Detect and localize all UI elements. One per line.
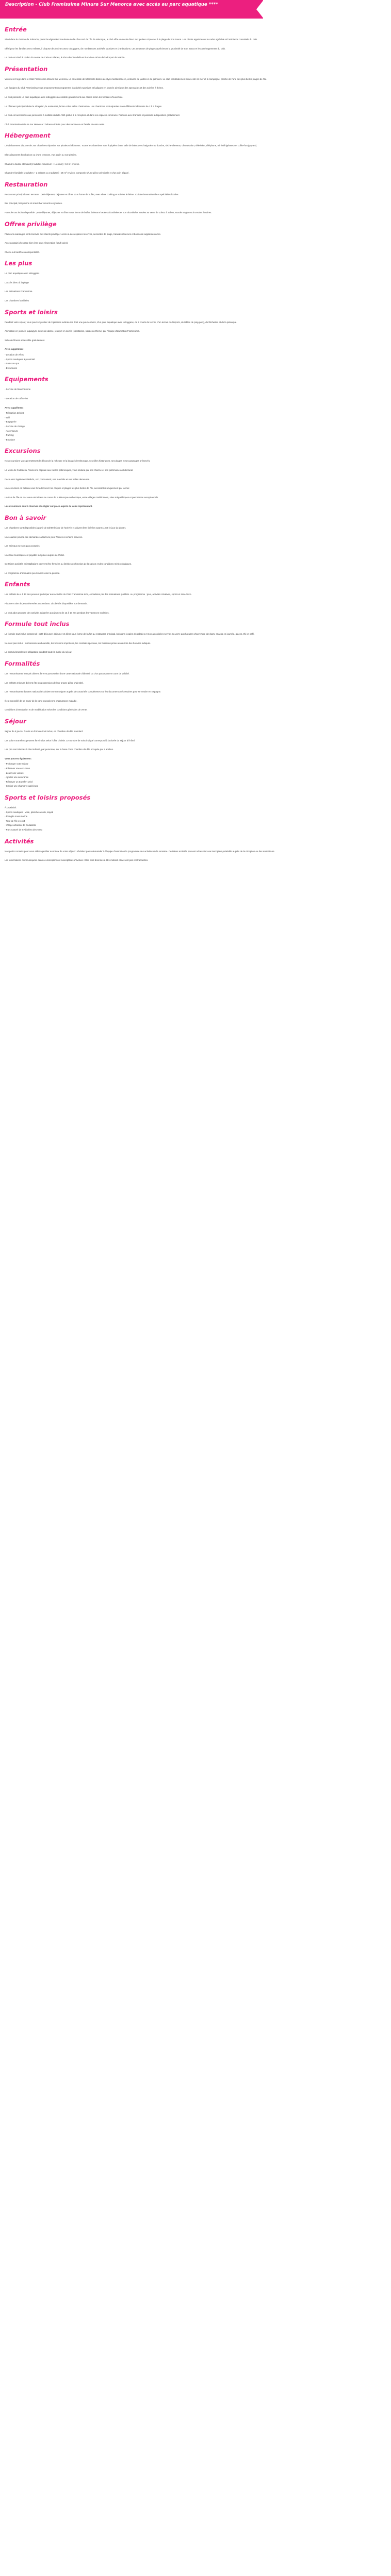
section-paragraph: Plusieurs avantages sont réservés aux clients privilège : accès à des espaces réservés, serviettes de plage, transats réservés et boissons supplémentaires. bbox=[5, 232, 161, 235]
section-paragraph: Formule tout inclus disponible : petit-déjeuner, déjeuner et dîner sous forme de buffet, boissons locales alcoolisées et non alcoolisées servies au verre de 10h00 à 23h00, snacks et glaces à certains horaires. bbox=[5, 211, 212, 214]
section bbox=[5, 581, 372, 615]
section bbox=[5, 620, 372, 655]
list-item: - Prolonger votre séjour bbox=[5, 762, 28, 766]
section-paragraph: Les prix sont donnés à titre indicatif, par personne, sur la base d'une chambre double occupée par 2 adultes. bbox=[5, 748, 114, 751]
section-paragraph: Chambre double standard (2 adultes maximum + 1 enfant) : 18 m² environ. bbox=[5, 162, 80, 165]
section-paragraph: Le club ados propose des activités adaptées aux jeunes de 13 à 17 ans pendant les vacances scolaires. bbox=[5, 611, 109, 614]
section-paragraph: Vous serez logé dans le Club Framissima Minura Sur Menorca, un ensemble de bâtiments blancs de style méditerranéen, entourés de jardins et de palmiers. Le club est idéalement situé entre la mer et la campagne, proche de l'une des plus belles plages de l'île. bbox=[5, 77, 267, 80]
section-subheading: Avec supplément bbox=[5, 348, 24, 351]
section-paragraph: Le club possède un parc aquatique avec toboggans accessible gratuitement aux clients selon les horaires d'ouverture. bbox=[5, 95, 123, 98]
section-paragraph: - Location de coffre-fort bbox=[5, 397, 28, 400]
section-list bbox=[5, 762, 372, 789]
section-paragraph: Piscine et aire de jeux réservées aux enfants. Lits bébés disponibles sur demande. bbox=[5, 602, 88, 605]
section bbox=[5, 260, 372, 303]
section-heading: Formule tout inclus bbox=[5, 620, 70, 628]
section-paragraph: Nos petits conseils pour vous aider à profiter au mieux de votre séjour : n'hésitez pas à demander à l'équipe d'animation le programme des activités de la semaine. Certaines activités peuvent nécessiter une inscription préalable auprès de la réception ou des animateurs. bbox=[5, 850, 275, 853]
section-paragraph: Nos excursions vous permettront de découvrir la richesse et la beauté de Minorque, ses villes historiques, ses plages et ses paysages préservés. bbox=[5, 460, 151, 463]
section bbox=[5, 221, 372, 255]
section bbox=[5, 447, 372, 509]
section-paragraph: Certaines activités et installations peuvent être fermées ou limitées en fonction de la saison et des conditions météorologiques. bbox=[5, 563, 132, 566]
list-item: - Parking bbox=[5, 434, 14, 437]
section-paragraph: Les animations Framissima bbox=[5, 290, 32, 293]
list-item: - Location de vélos bbox=[5, 353, 24, 357]
section-paragraph: L'établissement dispose de 254 chambres réparties sur plusieurs bâtiments. Toutes les chambres sont équipées d'une salle de bains avec baignoire ou douche, sèche-cheveux, climatisation, télévision, téléphone, mini-réfrigérateur et coffre-fort (payant). bbox=[5, 144, 257, 147]
section-subheading: Vous pourrez également : bbox=[5, 757, 32, 760]
section-paragraph: Les informations communiquées dans ce descriptif sont susceptibles d'évoluer. Elles sont données à titre indicatif et ne sont pas contractuelles. bbox=[5, 859, 149, 862]
section-paragraph: Le bâtiment principal abrite la réception, le restaurant, le bar et les salles d'animation. Les chambres sont réparties dans différents bâtiments de 2 à 3 étages. bbox=[5, 105, 162, 108]
section bbox=[5, 514, 372, 576]
section-paragraph: Une caution pourra être demandée à l'arrivée pour l'accès à certains services. bbox=[5, 535, 83, 538]
section-paragraph: Découvrez également Mahón, son port naturel, ses marchés et ses belles demeures. bbox=[5, 478, 90, 481]
list-item: - Tour de l'île en 4x4 bbox=[5, 819, 25, 822]
section bbox=[5, 718, 372, 789]
section-paragraph: Le club est accessible aux personnes à mobilité réduite. Wifi gratuit à la réception et dans les espaces communs. Piscines avec transats et parasols à disposition gratuitement. bbox=[5, 114, 180, 117]
section-paragraph: Les enfants de 4 à 12 ans peuvent participer aux activités du Club Framissima Kids, encadrées par des animateurs qualifiés. Au programme : jeux, activités créatives, sports et mini-disco. bbox=[5, 593, 192, 596]
section-paragraph: Une taxe touristique est payable sur place auprès de l'hôtel. bbox=[5, 553, 65, 556]
section-heading: Activités bbox=[5, 837, 34, 845]
section-paragraph: Club Framissima Minura Sur Menorca : l'adresse idéale pour des vacances en famille et entre amis. bbox=[5, 123, 105, 126]
section-paragraph: Le port du bracelet est obligatoire pendant toute la durée du séjour. bbox=[5, 651, 72, 654]
list-item: - Service de change bbox=[5, 425, 25, 428]
list-item: - Ajouter une assurance bbox=[5, 776, 29, 779]
section-heading: Les plus bbox=[5, 260, 32, 267]
section-paragraph: Conditions d'annulation et de modification selon les conditions générales de vente. bbox=[5, 708, 88, 711]
section-paragraph: Séjour de 8 jours / 7 nuits en formule tout inclus, en chambre double standard. bbox=[5, 730, 84, 733]
list-item: - Ascenseurs bbox=[5, 429, 18, 432]
list-item: - Village artisanal de Ciutadella bbox=[5, 824, 36, 827]
list-item: - Excursions bbox=[5, 366, 18, 369]
ribbon-tail bbox=[256, 0, 263, 19]
section bbox=[5, 376, 372, 442]
section-heading: Sports et loisirs proposés bbox=[5, 793, 91, 801]
section-paragraph: Animation en journée (aquagym, cours de danse, jeux) et en soirée (spectacles, soirées à thème) par l'équipe d'animation Framissima. bbox=[5, 330, 140, 333]
section bbox=[5, 309, 372, 371]
list-item: - Louer une voiture bbox=[5, 771, 24, 774]
section-subheading: Avec supplément bbox=[5, 406, 24, 409]
section-heading: Sports et loisirs bbox=[5, 308, 58, 316]
section-paragraph: Une excursion en bateau vous fera découvrir les criques et plages les plus belles de l'île, accessibles uniquement par la mer. bbox=[5, 487, 130, 490]
section-paragraph: Les enfants mineurs doivent être en possession de leur propre pièce d'identité. bbox=[5, 681, 84, 684]
section-paragraph: Les chambres familiales bbox=[5, 299, 29, 302]
list-item: - Boutique bbox=[5, 438, 15, 441]
section-paragraph: Les animaux ne sont pas acceptés. bbox=[5, 545, 40, 548]
section bbox=[5, 660, 372, 713]
section-heading: Entrée bbox=[5, 26, 27, 33]
section-paragraph: Bar principal, bar piscine et snack-bar ouverts en journée. bbox=[5, 202, 63, 205]
list-item: - Réserver une excursion bbox=[5, 767, 30, 770]
section bbox=[5, 65, 372, 127]
title-banner bbox=[0, 0, 263, 19]
list-item: - Choisir une chambre supérieure bbox=[5, 785, 39, 788]
section-paragraph: Accès gratuit à l'espace bien-être sous réservation (sauf soins). bbox=[5, 242, 69, 245]
section-heading: Excursions bbox=[5, 447, 41, 455]
list-item: - Bagagerie bbox=[5, 420, 17, 423]
section-heading: Séjour bbox=[5, 718, 26, 725]
section-heading: Restauration bbox=[5, 180, 48, 188]
section-paragraph: Situé dans le charme de Sobrecio, parmi la végétation luxuriante de la côte nord de l'île de Minorque, le club offre un accès direct aux petites criques et à la plage de Son Saura. Les clients apprécieront le cadre agréable et l'ambiance conviviale du club. bbox=[5, 38, 258, 41]
list-item: - Sports nautiques à proximité bbox=[5, 358, 35, 361]
section-paragraph: Chambre familiale (2 adultes + 2 enfants ou 3 adultes) : 25 m² environ, composée d'une pièce principale et d'un coin séparé. bbox=[5, 172, 129, 175]
list-item: - Plongée sous-marine bbox=[5, 815, 28, 818]
section-heading: Equipements bbox=[5, 376, 48, 383]
section-paragraph: Les ressortissants d'autres nationalités doivent se renseigner auprès des autorités compétentes sur les documents nécessaires pour se rendre en Espagne. bbox=[5, 690, 161, 693]
section-paragraph: Elles disposent d'un balcon ou d'une terrasse, vue jardin ou vue piscine. bbox=[5, 153, 77, 156]
section-paragraph: Check-out tardif selon disponibilité. bbox=[5, 250, 40, 253]
section-paragraph: Idéal pour les familles avec enfants, il dispose de piscines avec toboggans, de nombreuses activités sportives et d'animations. Les amateurs de plage apprécieront la proximité de Son Saura et les aménagements du club. bbox=[5, 47, 226, 50]
section-paragraph: Les équipes du Club Framissima vous proposeront un programme d'activités sportives et ludiques en journée ainsi que des spectacles et des soirées à thème. bbox=[5, 87, 164, 90]
section-paragraph: La formule tout inclus comprend : petit-déjeuner, déjeuner et dîner sous forme de buffet au restaurant principal, boissons locales alcoolisées et non alcoolisées servies au verre aux horaires d'ouverture des bars, snacks en journée, glaces, thé et café. bbox=[5, 633, 255, 636]
section-paragraph: Le club est situé à 1,5 km du centre de Cala en Blanes, à 5 km de Ciutadella et à environ 45 km de l'aéroport de Mahón. bbox=[5, 56, 125, 59]
list-item: - Parc naturel de S'Albufera des Grau bbox=[5, 828, 43, 831]
list-item: - Réception 24h/24 bbox=[5, 412, 24, 415]
list-item: - Sports nautiques : voile, planche à voile, kayak bbox=[5, 810, 53, 814]
page bbox=[0, 0, 391, 883]
page-title: Description - Club Framissima Minura Sur Menorca avec accès au parc aquatique **** bbox=[5, 2, 218, 7]
section-paragraph: Les chambres sont disponibles à partir de 15h00 le jour de l'arrivée et doivent être libérées avant 11h00 le jour du départ. bbox=[5, 526, 126, 529]
section-list bbox=[5, 411, 372, 442]
section bbox=[5, 26, 372, 60]
section-heading: Enfants bbox=[5, 581, 30, 588]
section-heading: Formalités bbox=[5, 660, 40, 668]
section-paragraph: Un tour de l'île en 4x4 vous emmènera au coeur de la Minorque authentique, entre villages traditionnels, sites mégalithiques et panoramas exceptionnels. bbox=[5, 496, 159, 499]
list-item: - Soins au spa bbox=[5, 362, 20, 365]
section-paragraph: Restaurant principal avec terrasse : petit-déjeuner, déjeuner et dîner sous forme de buffet, avec show cooking et soirées à thème. Cuisine internationale et spécialités locales. bbox=[5, 193, 179, 196]
section-subheading: Les excursions sont à réserver et à régler sur place auprès de votre représentant. bbox=[5, 505, 93, 508]
description-content bbox=[0, 26, 391, 863]
section-paragraph: - Service de blanchisserie bbox=[5, 388, 31, 391]
section-paragraph: L'accès direct à la plage bbox=[5, 281, 29, 284]
section-list bbox=[5, 806, 372, 833]
section-heading: Bon à savoir bbox=[5, 514, 46, 521]
section-paragraph: Les vols et transferts peuvent être inclus selon l'offre choisie. Le nombre de nuits indiqué correspond à la durée du séjour à l'hôtel. bbox=[5, 739, 135, 742]
section-paragraph: Le parc aquatique avec toboggans bbox=[5, 272, 40, 275]
section-paragraph: Pendant votre séjour, vous pourrez profiter de 3 piscines extérieures dont une pour enfants, d'un parc aquatique avec toboggans, de 2 courts de tennis, d'un terrain multisports, de tables de ping-pong, de fléchettes et de la pétanque. bbox=[5, 320, 237, 324]
section-paragraph: Il est conseillé de se munir de la carte européenne d'assurance maladie. bbox=[5, 699, 77, 702]
section bbox=[5, 794, 372, 833]
section bbox=[5, 181, 372, 215]
section bbox=[5, 132, 372, 175]
list-item: - Réserver un transfert privé bbox=[5, 780, 33, 783]
list-item: À proximité : bbox=[5, 806, 18, 809]
section-paragraph: Les ressortissants français doivent être en possession d'une carte nationale d'identité ou d'un passeport en cours de validité. bbox=[5, 672, 130, 675]
section-paragraph: Salle de fitness accessible gratuitement. bbox=[5, 338, 45, 342]
section-heading: Hébergement bbox=[5, 132, 51, 140]
section-heading: Offres privilège bbox=[5, 220, 57, 228]
section bbox=[5, 838, 372, 863]
section-heading: Présentation bbox=[5, 65, 48, 73]
section-paragraph: Le programme d'animation peut varier selon la période. bbox=[5, 571, 60, 574]
section-paragraph: Ne sont pas inclus : les boissons en bouteille, les boissons importées, les cocktails spéciaux, les boissons prises en dehors des horaires indiqués. bbox=[5, 641, 151, 645]
section-paragraph: La visite de Ciutadella, l'ancienne capitale aux ruelles pittoresques, vous séduira par son charme et son patrimoine architectural. bbox=[5, 468, 134, 471]
list-item: - Wifi bbox=[5, 416, 10, 419]
section-list bbox=[5, 353, 372, 370]
